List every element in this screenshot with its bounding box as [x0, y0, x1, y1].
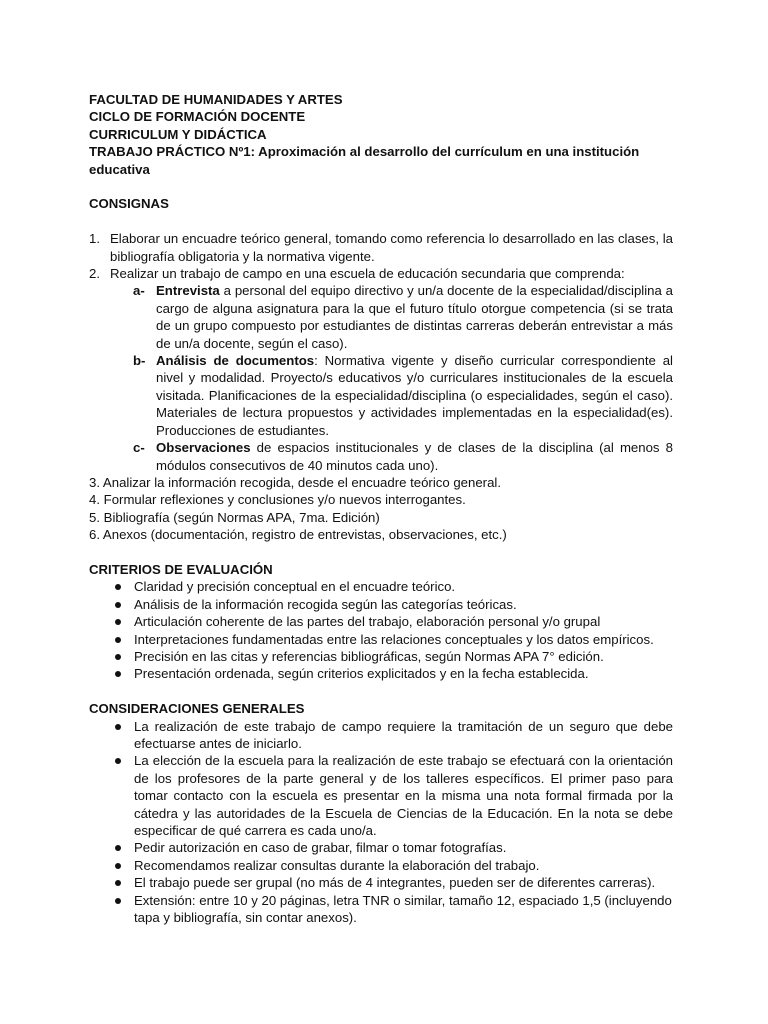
bullet-icon	[115, 724, 121, 730]
item-letter: c-	[133, 440, 145, 456]
item-text: Pedir autorización en caso de grabar, filmar o tomar fotografías.	[134, 840, 507, 856]
consigna-6: 6. Anexos (documentación, registro de entrevistas, observaciones, etc.)	[89, 527, 507, 543]
item-text: El trabajo puede ser grupal (no más de 4 integrantes, pueden ser de diferentes carreras).	[134, 875, 656, 891]
consigna-3: 3. Analizar la información recogida, desde el encuadre teórico general.	[89, 474, 501, 490]
item-text: Elaborar un encuadre teórico general, tomando como referencia lo desarrollado en las clases, la bibliografía obligatoria y la normativa vigente.	[110, 231, 673, 264]
item-text: : Normativa vigente y diseño curricular correspondiente al nivel y modalidad. Proyecto/s educativos y/o curriculares institucionales de la escuela visitada. Planificaciones de la especialidad/disciplina (o especialidades, según el caso). Materiales de lectura propuestos y actividades implementadas en la especialidad(es). Producciones de estudiantes.	[156, 353, 673, 438]
item-keyword: Entrevista	[156, 283, 220, 299]
item-keyword: Observaciones	[156, 440, 251, 456]
consideraciones-heading: CONSIDERACIONES GENERALES	[89, 701, 305, 717]
sublist-item	[89, 352, 673, 439]
consigna-5: 5. Bibliografía (según Normas APA, 7ma. Edición)	[89, 509, 380, 525]
consigna-4: 4. Formular reflexiones y conclusiones y/o nuevos interrogantes.	[89, 492, 466, 508]
item-number: 1.	[89, 231, 100, 247]
item-keyword: Análisis de documentos	[156, 353, 315, 369]
item-text: Claridad y precisión conceptual en el encuadre teórico.	[134, 579, 456, 595]
item-text: Realizar un trabajo de campo en una escuela de educación secundaria que comprenda:	[110, 266, 625, 282]
consignas-sublist	[89, 282, 673, 473]
bullet-icon	[115, 619, 121, 625]
list-item	[89, 631, 673, 648]
item-text: de espacios institucionales y de clases de la disciplina (al menos 8 módulos consecutivos de 40 minutos cada uno).	[156, 440, 673, 473]
list-item	[89, 648, 673, 665]
cycle-title: CICLO DE FORMACIÓN DOCENTE	[89, 109, 306, 125]
consignas-heading: CONSIGNAS	[89, 196, 169, 212]
list-item	[89, 892, 673, 927]
list-item	[89, 265, 673, 282]
item-text: Extensión: entre 10 y 20 páginas, letra TNR o similar, tamaño 12, espaciado 1,5 (incluyendo tapa y bibliografía, sin contar anexos).	[134, 892, 672, 926]
bullet-icon	[115, 671, 121, 677]
item-text: La elección de la escuela para la realización de este trabajo se efectuará con la orientación de los profesores de la parte general y de los talleres específicos. El primer paso para tomar contacto con la escuela es presentar en la misma una nota formal firmada por la cátedra y las autoridades de la Escuela de Ciencias de la Educación. En la nota se debe especificar de qué carrera es cada uno/a.	[134, 753, 673, 838]
sublist-item	[89, 282, 673, 352]
assignment-title: TRABAJO PRÁCTICO Nº1: Aproximación al desarrollo del currículum en una institución educativa	[89, 144, 640, 177]
item-text: La realización de este trabajo de campo requiere la tramitación de un seguro que debe efectuarse antes de iniciarlo.	[134, 718, 673, 751]
list-item	[89, 613, 673, 630]
faculty-title: FACULTAD DE HUMANIDADES Y ARTES	[89, 92, 343, 107]
list-item	[89, 718, 673, 753]
item-text: a personal del equipo directivo y un/a docente de la especialidad/disciplina a cargo de alguna asignatura para la que el futuro título otorgue competencia (si se trata de un grupo compuesto por estudiantes de distintas carreras deberán entrevistar a más de un/a docente, según el caso).	[156, 283, 673, 351]
list-item	[89, 596, 673, 613]
list-item	[89, 874, 673, 891]
subject-title: CURRICULUM Y DIDÁCTICA	[89, 126, 267, 142]
item-letter: b-	[133, 353, 146, 369]
list-item	[89, 752, 673, 839]
item-letter: a-	[133, 283, 145, 299]
list-item	[89, 857, 673, 874]
list-item	[89, 578, 673, 595]
item-text: Recomendamos realizar consultas durante la elaboración del trabajo.	[134, 857, 540, 873]
bullet-icon	[115, 584, 121, 590]
criterios-list	[89, 578, 673, 682]
item-text: Análisis de la información recogida según las categorías teóricas.	[134, 596, 517, 612]
bullet-icon	[115, 758, 121, 764]
item-text: Articulación coherente de las partes del trabajo, elaboración personal y/o grupal	[134, 614, 601, 630]
list-item	[89, 665, 673, 682]
bullet-icon	[115, 602, 121, 608]
list-item	[89, 839, 673, 856]
consideraciones-list	[89, 718, 673, 927]
item-text: Interpretaciones fundamentadas entre las relaciones conceptuales y los datos empíricos.	[134, 631, 654, 647]
bullet-icon	[115, 637, 121, 643]
bullet-icon	[115, 654, 121, 660]
item-number: 2.	[89, 266, 100, 282]
consignas-list	[89, 230, 673, 282]
bullet-icon	[115, 863, 121, 869]
bullet-icon	[115, 845, 121, 851]
sublist-item	[89, 439, 673, 474]
bullet-icon	[115, 898, 121, 904]
item-text: Precisión en las citas y referencias bibliográficas, según Normas APA 7° edición.	[134, 648, 604, 664]
criterios-heading: CRITERIOS DE EVALUACIÓN	[89, 561, 273, 577]
item-text: Presentación ordenada, según criterios explicitados y en la fecha establecida.	[134, 666, 589, 682]
document-page	[89, 91, 673, 926]
bullet-icon	[115, 880, 121, 886]
list-item	[89, 230, 673, 265]
